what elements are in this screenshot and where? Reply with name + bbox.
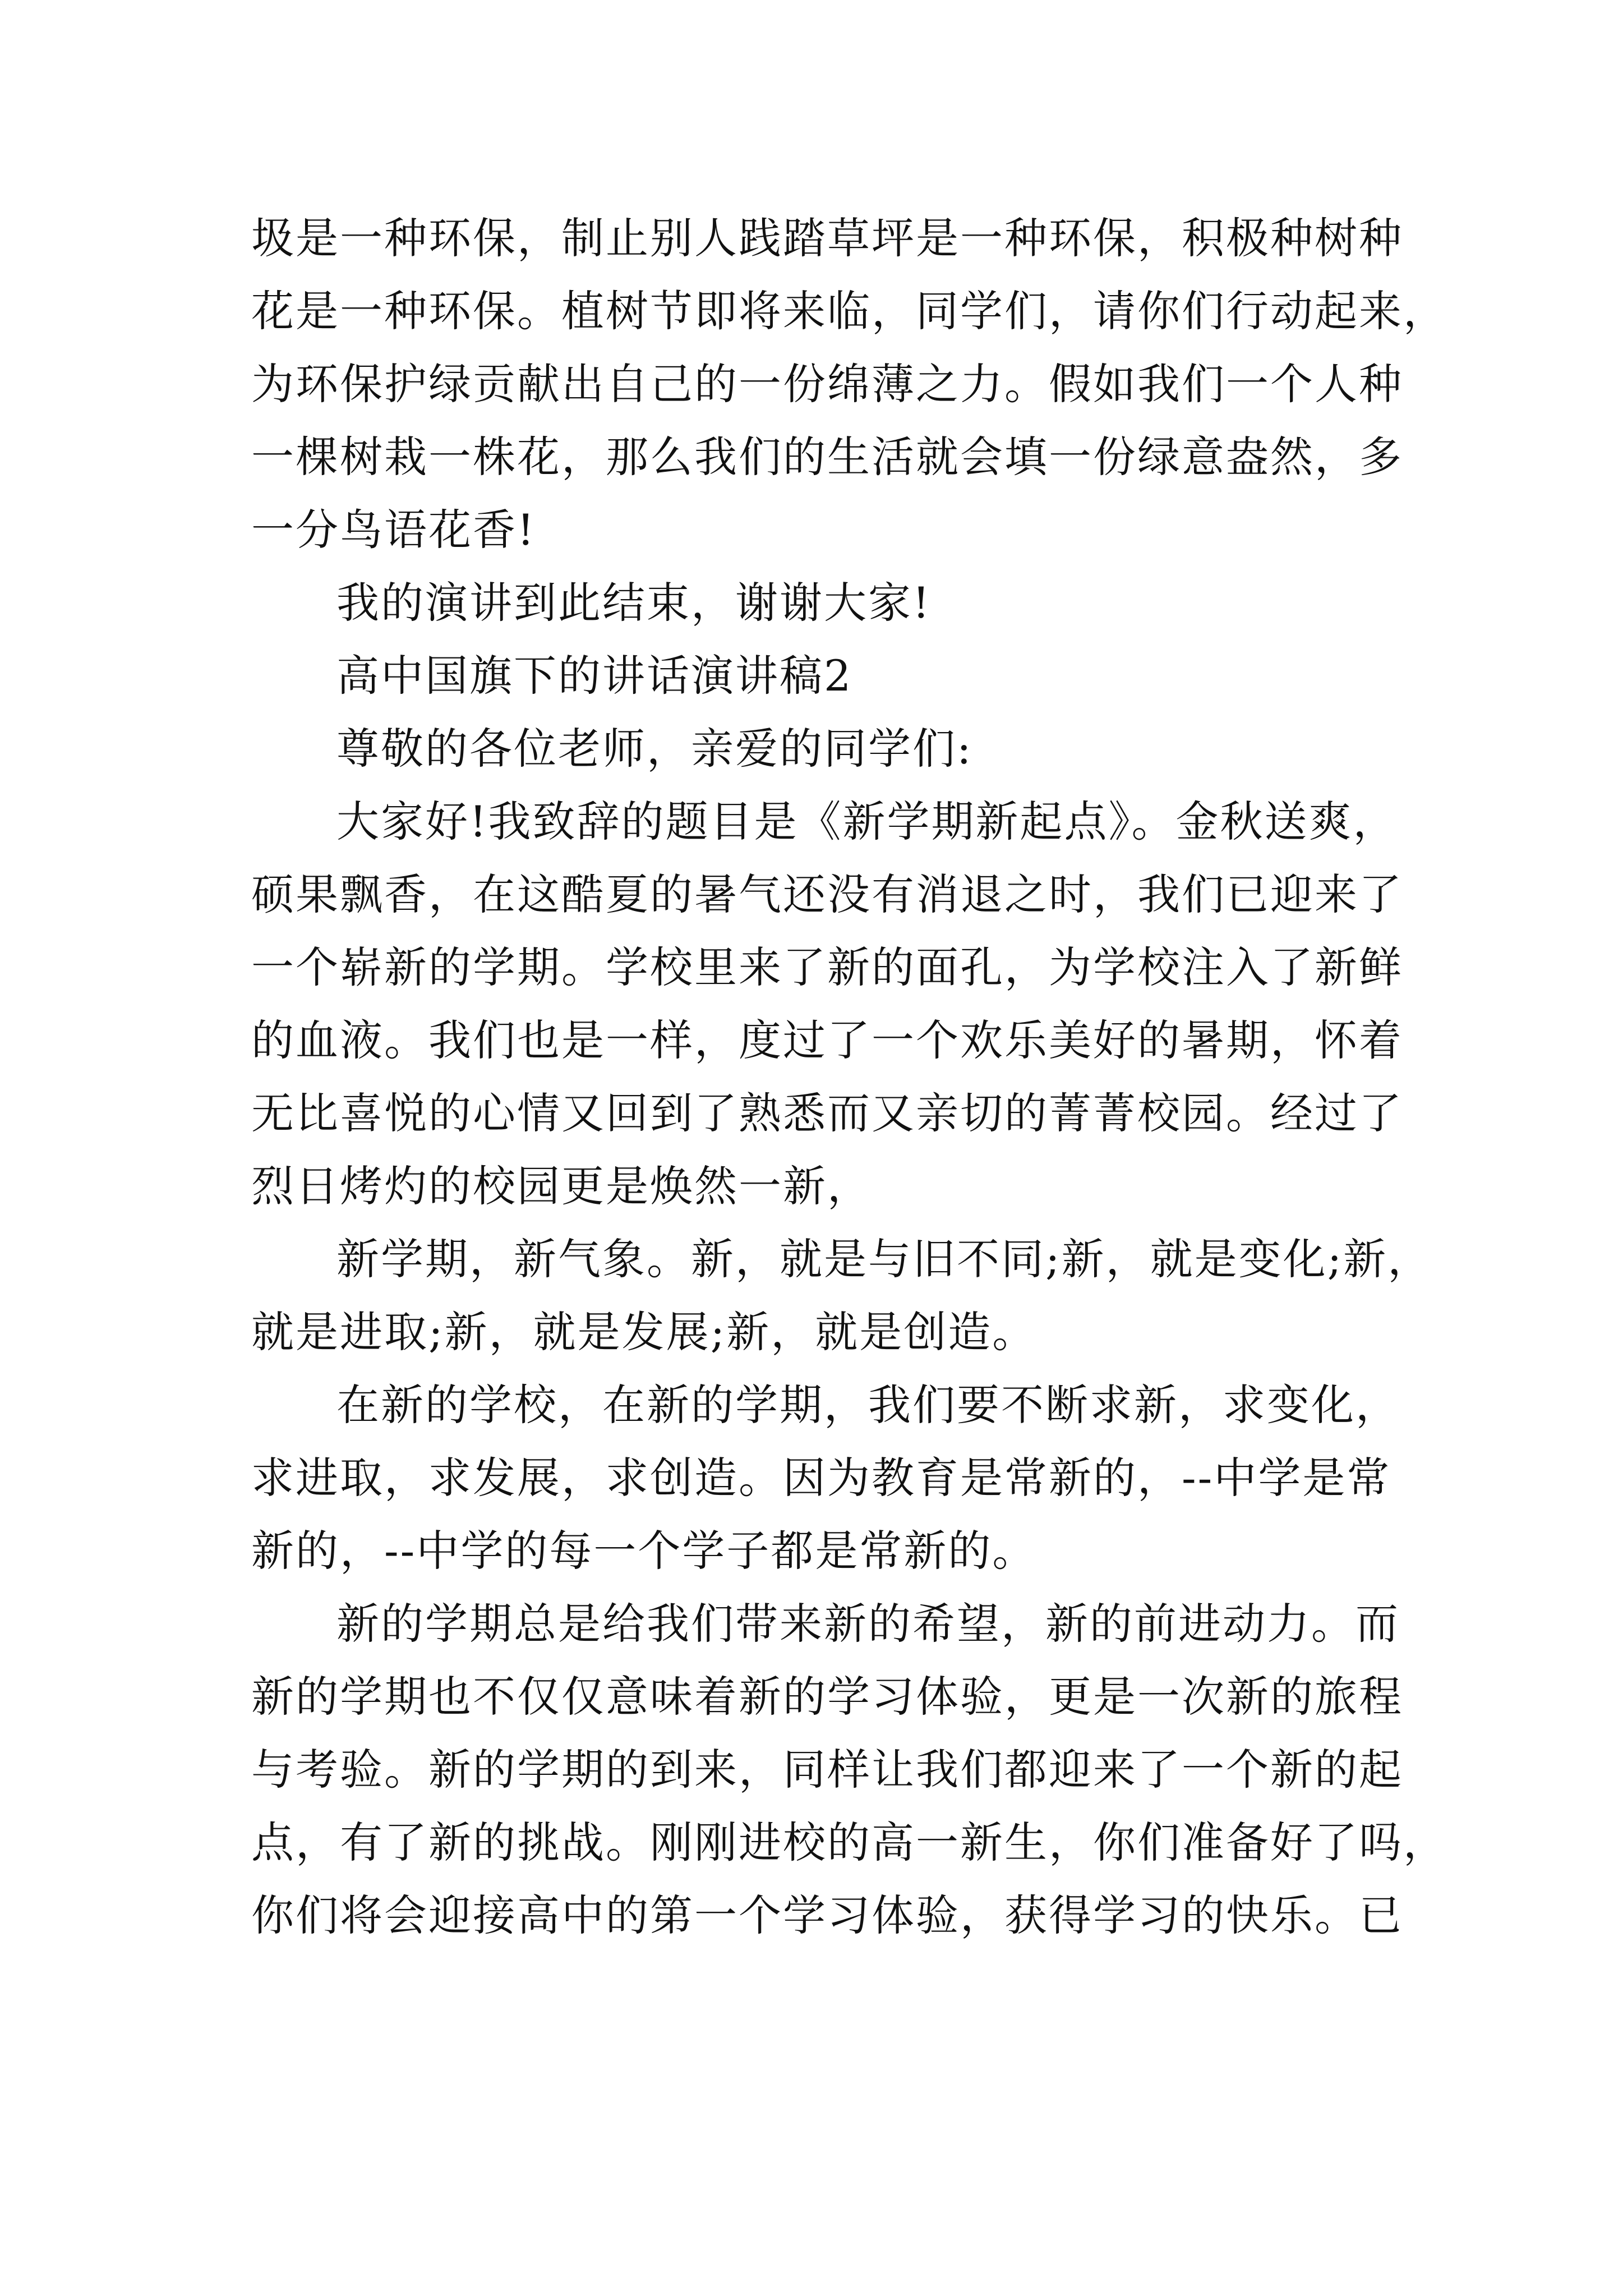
closing-line: 我的演讲到此结束，谢谢大家!	[336, 578, 932, 628]
section-title: 高中国旗下的讲话演讲稿2	[336, 651, 853, 701]
text-line: 圾是一种环保，制止别人践踏草坪是一种环保，积极种树种	[251, 213, 1403, 263]
text-line: 烈日烤灼的校园更是焕然一新，	[251, 1161, 872, 1211]
text-line: 大家好!我致辞的题目是《新学期新起点》。金秋送爽，	[336, 797, 1398, 846]
text-line: 新的学期也不仅仅意味着新的学习体验，更是一次新的旅程	[251, 1672, 1403, 1722]
document-body	[251, 202, 1447, 1952]
text-line: 无比喜悦的心情又回到了熟悉而又亲切的菁菁校园。经过了	[251, 1088, 1403, 1138]
text-line: 硕果飘香，在这酷夏的暑气还没有消退之时，我们已迎来了	[251, 869, 1403, 919]
text-line: 你们将会迎接高中的第一个学习体验，获得学习的快乐。已	[251, 1890, 1403, 1940]
text-line: 为环保护绿贡献出自己的一份绵薄之力。假如我们一个人种	[251, 359, 1403, 409]
text-line: 新的，--中学的每一个学子都是常新的。	[251, 1526, 1037, 1576]
text-line: 的血液。我们也是一样，度过了一个欢乐美好的暑期，怀着	[251, 1015, 1403, 1065]
text-line: 与考验。新的学期的到来，同样让我们都迎来了一个新的起	[251, 1745, 1403, 1795]
text-line: 求进取，求发展，求创造。因为教育是常新的，--中学是常	[251, 1453, 1391, 1503]
text-line: 花是一种环保。植树节即将来临，同学们，请你们行动起来，	[251, 286, 1447, 336]
text-line: 就是进取;新，就是发展;新，就是创造。	[251, 1307, 1037, 1357]
text-line: 在新的学校，在新的学期，我们要不断求新，求变化，	[336, 1380, 1400, 1430]
text-line: 点，有了新的挑战。刚刚进校的高一新生，你们准备好了吗，	[251, 1818, 1447, 1867]
salutation: 尊敬的各位老师，亲爱的同学们:	[336, 724, 973, 774]
text-line: 新学期，新气象。新，就是与旧不同;新，就是变化;新，	[336, 1234, 1432, 1284]
text-line: 一棵树栽一株花，那么我们的生活就会填一份绿意盎然，多	[251, 432, 1403, 482]
text-line: 一个崭新的学期。学校里来了新的面孔，为学校注入了新鲜	[251, 942, 1403, 992]
text-line: 一分鸟语花香!	[251, 505, 536, 555]
text-line: 新的学期总是给我们带来新的希望，新的前进动力。而	[336, 1599, 1400, 1649]
